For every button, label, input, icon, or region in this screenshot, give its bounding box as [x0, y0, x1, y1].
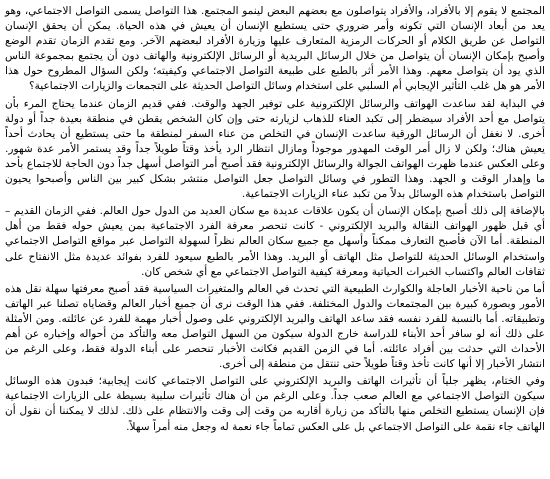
paragraph-global-relations-text: بالإضافة إلى ذلك أصبح بإمكان الإنسان أن يكون علاقات عديدة مع سكان العديد من الدول حول العالم. ففي الزمان القديم – أي قبل ظهور الهواتف النقالة والبريد الإلكتروني - كانت تنحصر معرفة الفرد الاجتماعية بمن يعيش حوله فقط من أهل المنطقة. أما الآن فأصبح التعارف ممكناً وأسهل مع جميع سكان العالم نظراً لسهولة التواصل عبر مواقع التواصل الاجتماعي واستخدام الوسائل الحديثة للتواصل مثل الهاتف أو البريد. وهذا الأمر بالطبع سيعود للفرد بفوائد عديدة مثل الانفتاح على ثقافات العالم واكتساب الخبرات الحياتية ومعرفة كيفية التواصل الاجتماعي مع أي شخص كان.	[5, 205, 545, 278]
paragraph-news	[5, 282, 545, 373]
paragraph-global-relations	[5, 204, 545, 279]
paragraph-effort-time-text: في البداية لقد ساعدت الهواتف والرسائل الإلكترونية على توفير الجهد والوقت. ففي قديم الزمان عندما يحتاج المرء بأن يتواصل مع أحد الأفراد سيضطر إلى تكبد العناء للذهاب لزيارته حتى وإن كان الشخص يقطن في منطقة بعيدة جداً أو دولة أخرى. لا نغفل أن الرسائل الورقية ساعدت الإنسان في التخلص من عناء السفر لمنطقة ما حتى يستطيع أن يحادث أحداً يعيش هناك؛ ولكن لا زال أمر الوقت المهدور موجوداً ومازال انتظار الرد يأخذ وقتاً طويلاً جداً وقد يستمر الأمر عدة شهور. وعلى العكس عندما ظهرت الهواتف الجوالة والرسائل الإلكترونية فقد أصبح أمر التواصل أسهل جداً دون الحاجة للاجتماع بأحد ما وإهدار الوقت و الجهد. وهذا التطور في وسائل التواصل جعل التواصل منتشر بشكل كبير بين الناس وأصبحوا يحيون التواصل باستخدام هذه الوسائل بدلاً من تكبد عناء الزيارات الاجتماعية.	[5, 97, 545, 201]
paragraph-effort-time	[5, 97, 545, 203]
paragraph-intro-text: المجتمع لا يقوم إلا بالأفراد، والأفراد يتواصلون مع بعضهم البعض لينمو المجتمع. هذا التواصل يسمى التواصل الاجتماعي، وهو يعد من أبعاد الإنسان التي تكونه وأمر ضروري حتى يستطيع الإنسان أن يعيش في هذه الحياة. يمكن أن يحقق الإنسان التواصل عن طريق الكلام أو الحركات الرمزية المتعارف عليها وزيارة الأفراد لبعضهم الآخر. ومع تقدم الزمان تقدم الوضع وأصبح بإمكان الإنسان أن يتواصل من خلال الرسائل البريدية أو الرسائل الإلكترونية والهاتف دون أن يجتمع بمجموعة الناس الذي يود أن يتواصل معهم. وهذا الأمر أثر بالطبع على طبيعة التواصل الاجتماعي وكيفيته؛ ولكن السؤال المطروح حول هذا الأمر هو هل غلب التأثير الإيجابي أم السلبي على استخدام وسائل التواصل الحديثة على التجمعات والزيارات الاجتماعية؟	[5, 5, 545, 93]
paragraph-intro	[5, 4, 545, 95]
paragraph-conclusion	[5, 374, 545, 434]
paragraph-news-text: أما من ناحية الأخبار العاجلة والكوارث الطبيعية التي تحدث في العالم والمتغيرات السياسية فقد أصبح معرفتها سهلة نقل هذه الأمور وبصورة كبيرة بين المجتمعات والدول المختلفة. ففي هذا الوقت نرى أن جميع أخبار العالم وقضاياه تصلنا عبر الهاتف وتطبيقاته. أما بالنسبة للفرد نفسه فقد ساعد الهاتف والبريد الإلكتروني على وصول أخبار مهمة للفرد عن عائلته. ومن الأمثلة على ذلك أنه لو سافر أحد الأبناء للدراسة خارج الدولة سيكون من السهل التواصل معه والتأكد من أحواله وإخباره عن أهم الأحداث التي حدثت بين أفراد عائلته. أما في الزمن القديم فكانت الأخبار تنحصر على أبناء الدولة فقط، وعلى الرغم من انتشار الأخبار إلا أنها كانت تأخذ وقتاً طويلاً حتى تنتقل من منطقة إلى أخرى.	[5, 282, 545, 371]
paragraph-conclusion-text: وفي الختام، يظهر جلياً أن تأثيرات الهاتف والبريد الإلكتروني على التواصل الاجتماعي كانت إيجابية؛ فبدون هذه الوسائل سيكون التواصل الاجتماعي مع العالم صعب جداً. وعلى الرغم من أن هناك تأثيرات سلبية بسيطة على الزيارات الاجتماعية فإن الإنسان يستطيع التخلص منها بالتأكد من زيارة أقاربه من وقت إلى وقت والانتظام على ذلك. لذلك لا يمكننا أن نقول أن الهاتف جاء نقمة على التواصل الاجتماعي بل على العكس تماماً جاء نعمة له وجعل منه أمراً سهلاً.	[5, 375, 545, 433]
